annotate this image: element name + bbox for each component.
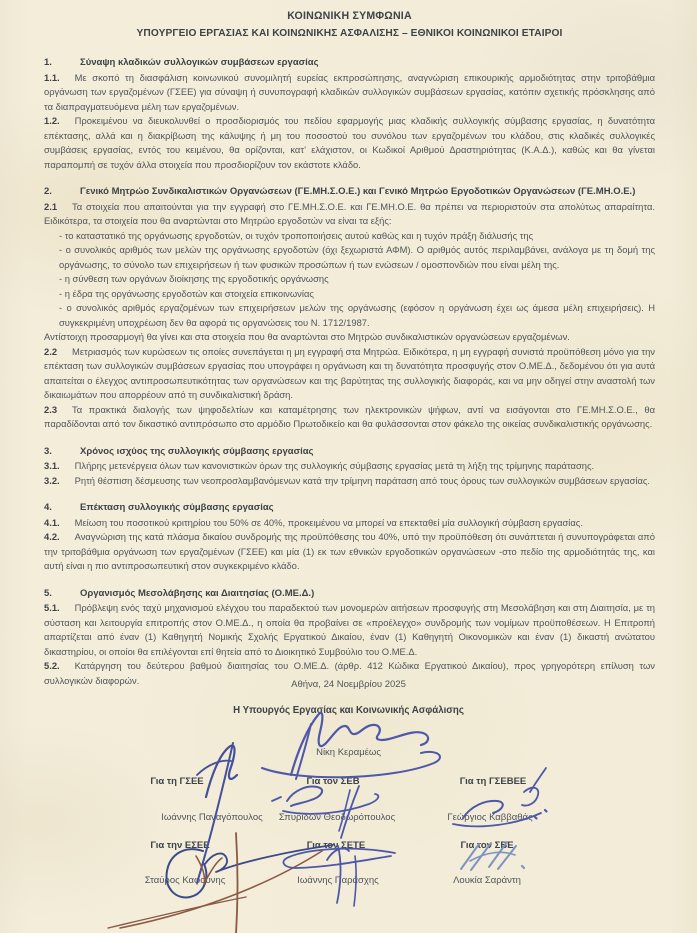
clause-text: Πρόβλεψη ενός ταχύ μηχανισμού ελέγχου του παραδεκτού των μονομερών αιτήσεων προσφυγής στη Μεσολάβηση και στη Διαιτησία, με τη σύσταση και λειτουργία επιτροπής στον Ο.ΜΕ.Δ., η οποία θα προβαίνει σε «προέλεγχο» συνδρομής των νομίμων προϋποθέσεων. Η Επιτροπή απαρτίζεται από έναν (1) Καθηγητή Νομικής Σχολής Εργατικού Δικαίου, έναν (1) Καθηγητή Οικονομικών και έναν (1) δικαστή ανώτατου δικαστηρίου, οι οποίοι θα επιλέγονται επί θητεία από το Διοικητικό Συμβούλιο του Ο.ΜΕ.Δ. xyxy=(44,602,655,657)
clause-number: 1.1. xyxy=(44,71,60,83)
section-heading xyxy=(44,445,655,460)
clause-number: 2.2 xyxy=(44,345,58,357)
document-subtitle: ΥΠΟΥΡΓΕΙΟ ΕΡΓΑΣΙΑΣ ΚΑΙ ΚΟΙΝΩΝΙΚΗΣ ΑΣΦΑΛΙΣΗΣ – ΕΘΝΙΚΟΙ ΚΟΙΝΩΝΙΚΟΙ ΕΤΑΙΡΟΙ xyxy=(136,28,563,39)
section-title: Επέκταση συλλογικής σύμβασης εργασίας xyxy=(80,502,274,513)
date-line: Αθήνα, 24 Νοεμβρίου 2025 xyxy=(291,679,406,690)
signatory-name: Σπυρίδων Θεοδωρόπουλος xyxy=(278,812,396,823)
signatory-name: Σταύρος Καφούνης xyxy=(144,875,226,886)
clause-5.1 xyxy=(44,601,655,659)
clause-1.2 xyxy=(44,114,655,172)
signatory-for-label: Για την ΕΣΕΕ xyxy=(150,840,210,851)
clause-2.2 xyxy=(44,345,655,403)
clause-4.2 xyxy=(44,530,655,574)
clause-number: 1.2. xyxy=(44,115,60,126)
section-3 xyxy=(44,445,655,489)
clause-number: 3.2. xyxy=(44,474,60,486)
clause-number: 2.1 xyxy=(44,200,58,212)
signatory-for-label: Για τον ΣΒΕ xyxy=(460,840,514,851)
clause-2.1 xyxy=(44,200,655,229)
clause-3.2 xyxy=(44,474,655,489)
clause-number: 4.1. xyxy=(44,516,60,528)
section-2 xyxy=(44,185,655,432)
section-number: 4. xyxy=(44,502,52,513)
section-number: 1. xyxy=(44,57,52,68)
clause-text: Με σκοπό τη διασφάλιση κοινωνικού συνομιλητή ευρείας εκπροσώπησης, αναγνώριση επικουρικής αρμοδιότητας στην τριτοβάθμια οργάνωση των εργαζομένων (ΓΣΕΕ) για σύναψη ή συνυπογραφή κλαδικών συλλογικών συμβάσεων εργασίας, κατόπιν σχετικής πρόσκλησης από τα διαπραγματευόμενα μέλη των εργαζομένων. xyxy=(44,71,655,112)
sections-container xyxy=(44,56,655,688)
clause-4.1 xyxy=(44,516,655,531)
signatory-name: Ιωάννης Παναγόπουλος xyxy=(161,812,263,823)
section-number: 3. xyxy=(44,445,52,457)
clause-1.1 xyxy=(44,71,655,115)
document-title: ΚΟΙΝΩΝΙΚΗ ΣΥΜΦΩΝΙΑ xyxy=(287,10,412,22)
section-heading xyxy=(44,56,655,71)
section-heading xyxy=(44,185,655,200)
signatory-for-label: Για τον ΣΕΒ xyxy=(306,776,360,787)
signature-niki-kerameos xyxy=(262,713,440,779)
signatory-name: Ιωάννης Παράσχης xyxy=(297,875,379,886)
clause-number: 4.2. xyxy=(44,531,60,542)
clause-bullet: - η σύνθεση των οργάνων διοίκησης της εργοδοτικής οργάνωσης xyxy=(59,273,329,284)
clause-text: Τα πρακτικά διαλογής των ψηφοδελτίων και καταμέτρησης των ηλεκτρονικών ψήφων, αντί να εισάγονται στο ΓΕ.ΜΗ.Σ.Ο.Ε., θα παραδίδονται από τον δικαστικό αντιπρόσωπο στο αρμόδιο Πρωτοδικείο και θα φυλάσσονται στον φάκελο της οικείας συνδικαλιστικής οργάνωσης. xyxy=(44,403,655,429)
section-title: Σύναψη κλαδικών συλλογικών συμβάσεων εργασίας xyxy=(80,57,319,68)
clause-3.1 xyxy=(44,459,655,474)
signatory-for-label: Για τη ΓΣΕΕ xyxy=(150,776,204,787)
section-4 xyxy=(44,501,655,574)
signatory-name: Λουκία Σαράντη xyxy=(453,875,521,886)
clause-bullet: - ο συνολικός αριθμός των μελών της οργάνωσης εργοδοτών (όχι ξεχωριστά ΑΦΜ). Ο αριθμός αυτός περιλαμβάνει, ανάλογα με τη δομή της οργάνωσης, το σύνολο των επιχειρήσεων ή των φυσικών προσώπων ή των ενώσεων / ομοσπονδιών που είναι μέλη της. xyxy=(59,244,655,270)
section-title: Γενικό Μητρώο Συνδικαλιστικών Οργανώσεων (ΓΕ.ΜΗ.Σ.Ο.Ε.) και Γενικό Μητρώο Εργοδοτικών Οργανώσεων (ΓΕ.ΜΗ.Ο.Ε.) xyxy=(80,186,636,197)
section-title: Οργανισμός Μεσολάβησης και Διαιτησίας (Ο.ΜΕ.Δ.) xyxy=(80,587,315,599)
clause-closing-note: Αντίστοιχη προσαρμογή θα γίνει και στα στοιχεία που θα αναρτώνται στο Μητρώο συνδικαλιστικών οργανώσεων εργαζομένων. xyxy=(44,331,570,342)
clause-number: 3.1. xyxy=(44,460,60,471)
clause-bullet: - η έδρα της οργάνωσης εργοδοτών και στοιχεία επικοινωνίας xyxy=(59,287,314,299)
clause-text: Προκειμένου να διευκολυνθεί ο προσδιορισμός του πεδίου εφαρμογής μιας κλαδικής συλλογικής σύμβασης εργασίας, η δυνατότητα επέκτασης, αλλά και η διακρίβωση της κάλυψης ή μη του ποσοστού του συνόλου των εργαζομένων του κλάδου, στις κλαδικές συλλογικές συμβάσεις εργασίας, εντός του κειμένου, θα ορίζονται, κατ’ ελάχιστον, οι Κωδικοί Αριθμού Δραστηριότητας (Κ.Α.Δ.), καθώς και θα γίνεται παραπομπή σε τυχόν άλλα στοιχεία που προσδιορίζουν τον εκάστοτε κλάδο. xyxy=(44,115,655,170)
section-5 xyxy=(44,587,655,689)
clause-text: Μετριασμός των κυρώσεων τις οποίες συνεπάγεται η μη εγγραφή στα Μητρώα. Ειδικότερα, η μη εγγραφή συνιστά προϋπόθεση μόνο για την επέκταση των συλλογικών συμβάσεων εργασίας που υπογράφει η οργάνωση και τη δυνατότητα προσφυγής στον Ο.ΜΕ.Δ., δεδομένου ότι για αυτά απαιτείται ο έλεγχος αντιπροσωπευτικότητας των οργανώσεων και της βαρύτητας της συλλογικής διαφοράς, και να μην οδηγεί στην αναστολή των δικαιωμάτων που απορρέουν από τη συνδικαλιστική δράση. xyxy=(44,345,655,400)
signatory-for-label: Για τον ΣΕΤΕ xyxy=(306,840,366,851)
section-heading xyxy=(44,587,655,602)
clause-number: 5.1. xyxy=(44,602,60,613)
clause-text: Τα στοιχεία που απαιτούνται για την εγγραφή στο ΓΕ.ΜΗ.Σ.Ο.Ε. και ΓΕ.ΜΗ.Ο.Ε. θα πρέπει να περιοριστούν στα απολύτως απαραίτητα. Ειδικότερα, τα στοιχεία που θα αναρτώνται στο Μητρώο εργοδοτών να είναι τα εξής: xyxy=(44,200,655,226)
clause-text: Μείωση του ποσοτικού κριτηρίου του 50% σε 40%, προκειμένου να μπορεί να επεκταθεί μία συλλογική σύμβαση εργασίας. xyxy=(74,516,583,528)
section-number: 2. xyxy=(44,186,52,197)
minister-name: Νίκη Κεραμέως xyxy=(316,747,381,758)
clause-number: 5.2. xyxy=(44,660,60,671)
section-title: Χρόνος ισχύος της συλλογικής σύμβασης εργασίας xyxy=(80,445,314,457)
clause-bullet: - το καταστατικό της οργάνωσης εργοδοτών, οι τυχόν τροποποιήσεις αυτού καθώς και η τυχόν πράξη διάλυσής της xyxy=(59,229,534,241)
section-number: 5. xyxy=(44,587,52,599)
clause-text: Κατάργηση του δεύτερου βαθμού διαιτησίας του Ο.ΜΕ.Δ. (άρθρ. 412 Κώδικα Εργατικού Δικαίου), προς γρηγορότερη επίλυση των συλλογικών διαφορών. xyxy=(44,660,655,686)
clause-bullet: - ο συνολικός αριθμός εργαζομένων των επιχειρήσεων μελών της οργάνωσης (εφόσον η οργάνωση έχει ως άμεσα μέλη επιχειρήσεις). Η συγκεκριμένη υποχρέωση δεν θα αφορά τις οργανώσεις του Ν. 1712/1987. xyxy=(59,302,655,328)
clause-number: 2.3 xyxy=(44,403,58,415)
clause-text: Ρητή θέσπιση δέσμευσης των νεοπροσλαμβανόμενων κατά την τρίμηνη παράταση από τους όρους των συλλογικών συμβάσεων εργασίας. xyxy=(74,474,650,486)
signatory-for-label: Για τη ΓΣΕΒΕΕ xyxy=(459,776,527,787)
clause-text: Πλήρης μετενέργεια όλων των κανονιστικών όρων της συλλογικής σύμβασης εργασίας μετά τη λήξη της τρίμηνης παράτασης. xyxy=(74,460,595,471)
clause-2.3 xyxy=(44,403,655,432)
section-heading xyxy=(44,501,655,516)
minister-title: Η Υπουργός Εργασίας και Κοινωνικής Ασφάλισης xyxy=(233,705,464,716)
signatory-name: Γεώργιος Καββαθάς xyxy=(447,812,533,823)
section-1 xyxy=(44,56,655,172)
clause-text: Αναγνώριση της κατά πλάσμα δικαίου συνδρομής της προϋπόθεσης του 40%, υπό την προϋπόθεση ότι συνάπτεται ή συνυπογράφεται από την τριτοβάθμια οργάνωση των εργαζομένων (ΓΣΕΕ) και μία (1) εκ των εθνικών εργοδοτικών οργανώσεων -στο πεδίο της αρμοδιότητάς της, και αυτή είναι η πιο αντιπροσωπευτική στον συγκεκριμένο κλάδο. xyxy=(44,531,655,571)
